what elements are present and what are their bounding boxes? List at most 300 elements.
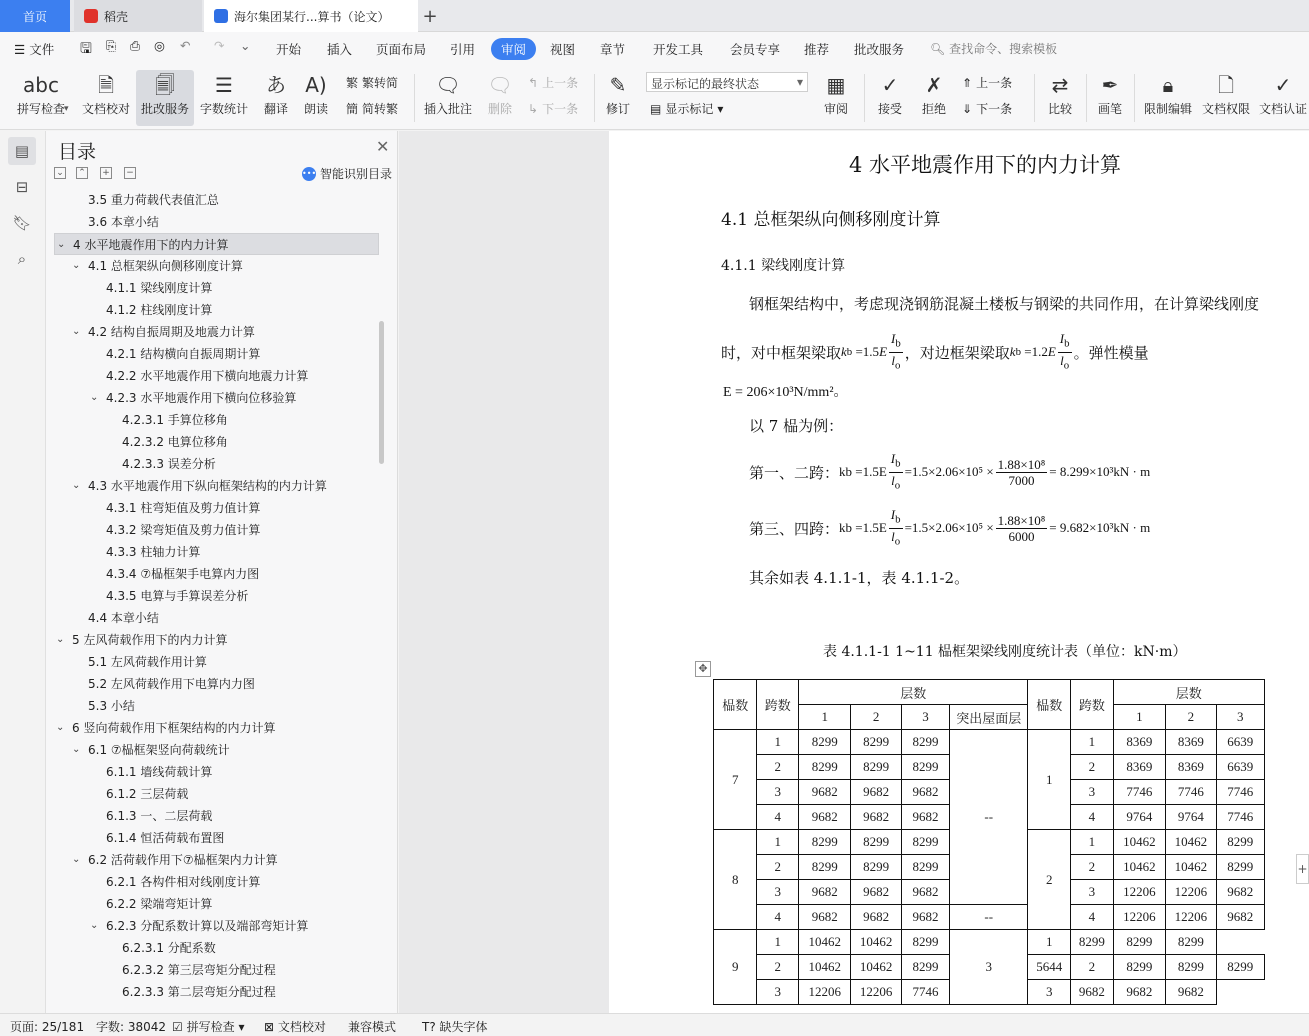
ribbon-divider [864, 74, 865, 122]
table-cell: 3 [1028, 980, 1071, 1005]
toc-item[interactable] [54, 893, 379, 915]
toc-item[interactable] [54, 189, 379, 211]
chevron-down-icon[interactable]: ⌄ [72, 480, 81, 491]
header-floor-number: 3 [1216, 705, 1264, 730]
table-header-row [714, 680, 1309, 705]
table-cell: 8299 [901, 830, 949, 855]
table-cell: 8299 [1113, 955, 1165, 980]
table-cell: 1 [757, 730, 799, 755]
next-comment-button[interactable] [528, 100, 578, 117]
toc-item-label: 6.2.3.3 第二层弯矩分配过程 [122, 985, 276, 999]
table-cell: 2 [757, 855, 799, 880]
table-cell: 8369 [1113, 755, 1165, 780]
table-cell: 9682 [901, 780, 949, 805]
chevron-down-icon[interactable]: ⌄ [72, 326, 81, 337]
roof-value: 5644 [1028, 955, 1071, 980]
chevron-down-icon[interactable]: ⌄ [57, 239, 66, 250]
toc-item[interactable] [54, 453, 379, 475]
toc-item-label: 4.2.3.2 电算位移角 [122, 435, 228, 449]
next-change-button[interactable] [962, 100, 1012, 117]
certify-icon: ✓ [1274, 73, 1292, 97]
table-cell: 8369 [1113, 730, 1165, 755]
table-cell: 6639 [1216, 730, 1264, 755]
toc-item-label: 4.2 结构自振周期及地震力计算 [88, 325, 255, 339]
compat-mode: 兼容模式 [348, 1020, 397, 1034]
read-aloud-button[interactable] [300, 70, 332, 126]
chevron-down-icon[interactable]: ⌄ [90, 920, 99, 931]
status-spellcheck[interactable] [172, 1018, 244, 1035]
toc-item-label: 4.1 总框架纵向侧移刚度计算 [88, 259, 243, 273]
tab-home[interactable] [0, 0, 70, 32]
menu-review[interactable]: 审阅 [491, 38, 536, 60]
toc-item[interactable] [54, 299, 379, 321]
elastic-modulus: E = 206×10³N/mm²。 [723, 385, 848, 400]
toc-item-label: 4.4 本章小结 [88, 611, 159, 625]
collapse-all-icon[interactable]: ⌄ [54, 167, 66, 179]
table-cell: 4 [1071, 905, 1114, 930]
table-cell: 7746 [901, 980, 949, 1005]
table-cell: 9682 [851, 880, 902, 905]
table-cell: 9682 [1216, 880, 1264, 905]
restrict-editing-button[interactable] [1140, 70, 1196, 126]
table-cell: 9682 [1166, 980, 1217, 1005]
reject-label: 拒绝 [921, 102, 946, 116]
toc-item[interactable] [54, 431, 379, 453]
toc-item[interactable] [54, 277, 379, 299]
toc-item[interactable] [54, 607, 379, 629]
delete-comment-button[interactable] [480, 70, 520, 126]
document-area [399, 131, 1309, 1013]
menu-view[interactable]: 视图 [550, 42, 576, 57]
table-row [714, 730, 1309, 755]
header-floor-number: 1 [1113, 705, 1165, 730]
chevron-down-icon: ▾ [796, 75, 803, 89]
more-icon[interactable]: ⌄ [240, 38, 251, 53]
toc-item[interactable] [54, 849, 379, 871]
span2-lhs: kb =1.5E [839, 520, 887, 536]
toc-item[interactable] [54, 541, 379, 563]
tab-home-label: 首页 [22, 9, 47, 24]
toc-item[interactable] [54, 937, 379, 959]
trad-to-simp-button[interactable] [346, 74, 398, 91]
reject-button[interactable] [914, 70, 954, 126]
table-cell: 9682 [1071, 980, 1114, 1005]
print-icon[interactable]: ⎙ [130, 38, 141, 53]
font-icon: T? [422, 1020, 436, 1034]
ribbon-divider [594, 74, 595, 122]
paragraph-2 [721, 331, 1149, 373]
smart-toc-button[interactable] [302, 165, 392, 182]
translate-button[interactable] [256, 70, 296, 126]
toc-item[interactable] [54, 409, 379, 431]
lock-doc-icon: 🔒︎ [1162, 73, 1174, 97]
table-cell: 1 [757, 930, 799, 955]
toc-item[interactable] [54, 827, 379, 849]
span1-math: kb =1.5E $\frac{I_b}{l_o}$ =1.5×2.06×10⁵ × $\frac{\text{1.88×10⁸}}{7000}$ = 8.299×10³kN · m [839, 451, 1151, 492]
tab-bar [0, 0, 1309, 32]
toc-item[interactable] [54, 321, 379, 343]
toc-item-label: 4.2.3 水平地震作用下横向位移验算 [106, 391, 297, 405]
toc-item[interactable] [54, 783, 379, 805]
table-cell: 8299 [1216, 855, 1264, 880]
table-cell: 8299 [799, 830, 851, 855]
missing-font[interactable] [422, 1018, 488, 1035]
simp-to-trad-button[interactable] [346, 100, 398, 117]
ribbon-divider [414, 74, 415, 122]
toc-item-label: 5 左风荷载作用下的内力计算 [72, 633, 228, 647]
roof-value: -- [950, 730, 1028, 905]
span1-result: = 8.299×10³kN · m [1049, 464, 1151, 480]
table-cell: 8299 [1113, 930, 1165, 955]
table-cell: 6639 [1216, 755, 1264, 780]
toc-item-label: 5.3 小结 [88, 699, 135, 713]
compare-button[interactable] [1040, 70, 1080, 126]
table-cell: 2 [757, 755, 799, 780]
table-cell: 9682 [851, 905, 902, 930]
table-cell: 10462 [851, 930, 902, 955]
checkbox-icon: ☑ [172, 1020, 183, 1034]
next-comment-icon: ↳ [528, 101, 539, 116]
header-floor: 层数 [799, 680, 1028, 705]
delete-comment-label: 删除 [487, 102, 512, 116]
insert-comment-button[interactable] [420, 70, 476, 126]
tab-document[interactable] [204, 0, 418, 32]
table-cell: 1 [1071, 830, 1114, 855]
print-preview-icon[interactable]: ◎ [154, 38, 165, 53]
new-tab-button[interactable] [420, 0, 440, 32]
span2-denominator: 6000 [1008, 528, 1035, 544]
word-count-button[interactable] [198, 70, 250, 126]
pin-number: 8 [714, 830, 757, 930]
file-menu-label: 文件 [29, 42, 55, 57]
toc-item[interactable] [54, 387, 379, 409]
review-service-label: 批改服务 [140, 102, 189, 116]
spellcheck-button[interactable] [10, 70, 72, 126]
toc-item[interactable] [54, 365, 379, 387]
prev-change-icon: ⇑ [962, 75, 973, 90]
menu-reference[interactable]: 引用 [450, 42, 476, 57]
prev-comment-button[interactable] [528, 74, 578, 91]
translate-label: 翻译 [263, 102, 288, 116]
toc-item[interactable] [54, 233, 379, 255]
review-pane-button[interactable] [816, 70, 856, 126]
chevron-down-icon[interactable]: ⌄ [72, 260, 81, 271]
table-cell: 9682 [901, 880, 949, 905]
chevron-down-icon[interactable]: ⌄ [56, 722, 65, 733]
table-cell: 8299 [901, 930, 949, 955]
toc-item-label: 6.2.3.1 分配系数 [122, 941, 216, 955]
table-cell: 8299 [851, 730, 902, 755]
status-bar [0, 1013, 1309, 1036]
export-pdf-icon[interactable]: ⎘ [106, 38, 117, 53]
table-cell: 8299 [1166, 930, 1217, 955]
header-floor-number: 2 [1166, 705, 1217, 730]
table-cell: 10462 [799, 930, 851, 955]
table-cell: 8369 [1166, 730, 1217, 755]
undo-icon[interactable]: ↶ [180, 38, 191, 53]
prev-change-label: 上一条 [976, 76, 1013, 90]
prev-comment-icon: ↰ [528, 75, 539, 90]
table-cell: 9682 [901, 905, 949, 930]
menu-member[interactable]: 会员专享 [730, 42, 781, 57]
menu-bar [0, 32, 1309, 66]
toc-item[interactable] [54, 673, 379, 695]
table-cell: 3 [1071, 880, 1114, 905]
toc-item[interactable] [54, 871, 379, 893]
table-cell: 9682 [901, 805, 949, 830]
toc-item-label: 6.1.3 一、二层荷载 [106, 809, 213, 823]
toc-item-label: 3.6 本章小结 [88, 215, 159, 229]
insert-comment-icon: 🗨 [435, 73, 461, 97]
proofread-button[interactable] [78, 70, 134, 126]
accept-button[interactable] [870, 70, 910, 126]
chevron-down-icon[interactable]: ⌄ [72, 854, 81, 865]
review-pane-label: 审阅 [823, 102, 848, 116]
markup-display-select[interactable] [646, 72, 808, 92]
span2-formula [749, 507, 1150, 549]
proofread-icon: 🗎 [97, 73, 115, 97]
toc-item-label: 6.2.3.2 第三层弯矩分配过程 [122, 963, 276, 977]
toc-item-label: 5.2 左风荷载作用下电算内力图 [88, 677, 255, 691]
toc-item[interactable] [54, 629, 379, 651]
paragraph-1: 钢框架结构中，考虑现浇钢筋混凝土楼板与钢梁的共同作用，在计算梁线刚度 [749, 295, 1260, 313]
toc-item[interactable] [54, 915, 379, 937]
show-markup-label: 显示标记 [665, 102, 714, 116]
toc-item-label: 4.3.4 ⑦榀框架手电算内力图 [106, 567, 260, 581]
table-cell: 9682 [799, 780, 851, 805]
table-cell: 10462 [1166, 855, 1217, 880]
table-cell: 9682 [851, 780, 902, 805]
compare-icon: ⇄ [1051, 73, 1069, 97]
simp-to-trad-icon: 簡 [346, 102, 359, 116]
table-cell: 12206 [1166, 905, 1217, 930]
search-icon: 🔍︎ [930, 42, 946, 56]
table-cell: 9682 [799, 880, 851, 905]
smart-toc-label: 智能识别目录 [320, 167, 393, 181]
table-cell: 3 [1071, 780, 1114, 805]
doc-permission-label: 文档权限 [1201, 102, 1250, 116]
ribbon-divider [1134, 74, 1135, 122]
toc-item-label: 4.3.3 柱轴力计算 [106, 545, 201, 559]
table-cell: 9682 [799, 905, 851, 930]
example-intro: 以 7 榀为例： [749, 417, 844, 435]
spellcheck-icon: abc [23, 73, 59, 97]
menu-layout[interactable]: 页面布局 [376, 42, 427, 57]
roof-value: -- [950, 905, 1028, 930]
table-cell: 8299 [1071, 930, 1114, 955]
toc-scrollbar[interactable] [379, 321, 384, 464]
insert-comment-label: 插入批注 [423, 102, 472, 116]
table-cell: 3 [757, 980, 799, 1005]
table-caption: 表 4.1.1-1 1~11 榀框架梁线刚度统计表（单位：kN·m） [823, 644, 1187, 660]
beam-stiffness-table [713, 679, 1309, 1005]
table-cell: 9682 [1216, 905, 1264, 930]
command-search-placeholder: 查找命令、搜索模板 [949, 42, 1058, 56]
search-icon[interactable]: ⌕ [17, 250, 27, 268]
menu-developer[interactable]: 开发工具 [653, 42, 704, 57]
table-cell: 10462 [799, 955, 851, 980]
restrict-editing-label: 限制编辑 [1143, 102, 1192, 116]
table-cell: 8299 [851, 755, 902, 780]
chapter-nav-icon[interactable]: ⊟ [15, 178, 29, 196]
toc-item-label: 6.2 活荷载作用下⑦榀框架内力计算 [88, 853, 278, 867]
span2-result: = 9.682×10³kN · m [1049, 520, 1151, 536]
doc-certify-label: 文档认证 [1258, 102, 1307, 116]
header-floor-number: 2 [851, 705, 902, 730]
formula-edge-frame: k b =1.2 E $\frac{I_b}{l_o}$ [1009, 331, 1070, 372]
toc-item[interactable] [54, 651, 379, 673]
review-service-button[interactable] [136, 70, 194, 126]
chapter-heading: 4 水平地震作用下的内力计算 [849, 153, 1122, 177]
table-cell: 1 [1028, 930, 1071, 955]
table-cell: 1 [1071, 730, 1114, 755]
redo-icon[interactable]: ↷ [214, 38, 225, 53]
table-cell: 7746 [1166, 780, 1217, 805]
toc-item[interactable] [54, 695, 379, 717]
toc-item[interactable] [54, 211, 379, 233]
menu-insert[interactable]: 插入 [327, 42, 353, 57]
pin-number: 1 [1028, 730, 1071, 830]
chevron-down-icon: ▾ [717, 101, 724, 116]
toc-item[interactable] [54, 475, 379, 497]
toc-item[interactable] [54, 805, 379, 827]
toc-title: 目录 [58, 141, 97, 163]
table-move-handle-icon[interactable]: ✥ [695, 661, 711, 677]
table-cell: 8299 [1216, 830, 1264, 855]
table-cell: 12206 [851, 980, 902, 1005]
header-pin: 榀数 [1028, 680, 1071, 730]
remove-level-icon[interactable]: − [124, 167, 136, 179]
toc-item[interactable] [54, 255, 379, 277]
formula-mid-frame: k b =1.5 E $\frac{I_b}{l_o}$ [841, 331, 901, 372]
toc-item[interactable] [54, 761, 379, 783]
toc-item-label: 4 水平地震作用下的内力计算 [73, 238, 229, 252]
table-cell: 12206 [799, 980, 851, 1005]
table-cell: 7746 [1216, 780, 1264, 805]
table-cell: 2 [757, 955, 799, 980]
show-markup-button[interactable] [650, 100, 723, 117]
toc-item[interactable] [54, 563, 379, 585]
table-cell: 8299 [799, 855, 851, 880]
toc-item[interactable] [54, 981, 379, 1003]
toc-item[interactable] [54, 739, 379, 761]
toc-panel-icon[interactable]: ▤ [8, 137, 36, 165]
toc-item-label: 6.1.2 三层荷载 [106, 787, 189, 801]
table-cell: 8299 [1166, 955, 1217, 980]
status-spellcheck-label: 拼写检查 [186, 1020, 235, 1034]
chevron-down-icon[interactable]: ⌄ [90, 392, 99, 403]
chevron-down-icon: ▾ [64, 104, 69, 114]
span1-denominator: 7000 [1008, 472, 1035, 488]
header-floor-number: 1 [799, 705, 851, 730]
toc-item-label: 6.2.2 梁端弯矩计算 [106, 897, 213, 911]
span2-mid: =1.5×2.06×10⁵ × [904, 520, 994, 536]
show-markup-icon: ▤ [650, 101, 662, 116]
save-icon[interactable]: 🖫 [80, 41, 92, 57]
trad-to-simp-icon: 繁 [346, 76, 359, 90]
table-cell: 8299 [851, 830, 902, 855]
table-row [714, 930, 1309, 955]
accept-icon: ✓ [881, 73, 899, 97]
toc-item[interactable] [54, 497, 379, 519]
table-cell: 8299 [799, 755, 851, 780]
toc-item-label: 4.2.1 结构横向自振周期计算 [106, 347, 261, 361]
table-cell: 2 [1071, 755, 1114, 780]
toc-item-label: 3.5 重力荷载代表值汇总 [88, 193, 219, 207]
word-count[interactable]: 字数: 38042 [96, 1020, 167, 1034]
span1-numerator: 1.88×10⁸ [997, 456, 1046, 472]
table-cell: 1 [757, 830, 799, 855]
compare-label: 比较 [1047, 102, 1072, 116]
command-search[interactable] [930, 40, 1057, 57]
span1-label: 第一、二跨： [749, 463, 840, 482]
table-cell: 4 [757, 905, 799, 930]
doc-permission-button[interactable] [1200, 70, 1252, 126]
ribbon-divider [1086, 74, 1087, 122]
pin-number: 2 [1028, 830, 1071, 930]
chevron-down-icon[interactable]: ⌄ [56, 634, 65, 645]
span2-numerator: 1.88×10⁸ [997, 512, 1046, 528]
paragraph-2-part-c: 。弹性模量 [1073, 343, 1149, 362]
toc-item[interactable] [54, 343, 379, 365]
doc-certify-button[interactable] [1258, 70, 1308, 126]
add-level-icon[interactable]: + [100, 167, 112, 179]
track-changes-button[interactable] [600, 70, 636, 126]
track-changes-icon: ✎ [609, 73, 627, 97]
header-roof: 突出屋面层 [950, 705, 1028, 730]
toc-item[interactable] [54, 717, 379, 739]
expand-up-icon[interactable]: ⌃ [76, 167, 88, 179]
trad-to-simp-label: 繁转简 [362, 76, 399, 90]
status-proofread-label: 文档校对 [277, 1020, 326, 1034]
table-cell: 9682 [799, 805, 851, 830]
pen-button[interactable] [1092, 70, 1128, 126]
header-floor: 层数 [1113, 680, 1264, 705]
tab-daoke[interactable] [74, 0, 202, 32]
toc-item-label: 6 竖向荷载作用下框架结构的内力计算 [72, 721, 276, 735]
bookmark-icon[interactable]: 🔖︎ [12, 214, 32, 232]
toc-panel [46, 131, 398, 1013]
header-span: 跨数 [1071, 680, 1114, 730]
menu-start[interactable]: 开始 [276, 42, 302, 57]
toc-item-label: 4.3.2 梁弯矩值及剪力值计算 [106, 523, 261, 537]
toc-item[interactable] [54, 959, 379, 981]
menu-chapter[interactable]: 章节 [600, 42, 626, 57]
status-proofread[interactable] [264, 1018, 326, 1035]
menu-review-service[interactable]: 批改服务 [854, 42, 905, 57]
file-menu[interactable]: ☰ 文件 [14, 42, 55, 57]
paragraph-2-part-b: ，对边框架梁取 [904, 343, 1010, 362]
chevron-down-icon[interactable]: ⌄ [72, 744, 81, 755]
accept-label: 接受 [877, 102, 902, 116]
section-heading: 4.1 总框架纵向侧移刚度计算 [721, 210, 941, 230]
side-expand-button[interactable]: + [1296, 854, 1309, 884]
prev-change-button[interactable] [962, 74, 1012, 91]
menu-recommend[interactable]: 推荐 [804, 42, 830, 57]
tab-daoke-label: 稻壳 [104, 9, 129, 24]
table-cell: 8369 [1166, 755, 1217, 780]
proofread-icon: ⊠ [264, 1020, 275, 1034]
simp-to-trad-label: 简转繁 [362, 102, 399, 116]
subsection-heading: 4.1.1 梁线刚度计算 [721, 258, 846, 274]
close-icon[interactable]: ✕ [376, 137, 390, 156]
table-cell: 10462 [851, 955, 902, 980]
table-cell: 7746 [1113, 780, 1165, 805]
track-changes-label: 修订 [605, 102, 630, 116]
table-cell: 10462 [1113, 830, 1165, 855]
toc-item[interactable] [54, 519, 379, 541]
toc-item[interactable] [54, 585, 379, 607]
